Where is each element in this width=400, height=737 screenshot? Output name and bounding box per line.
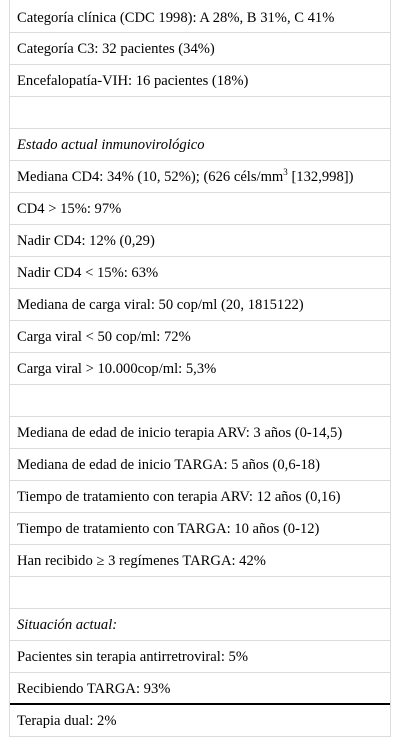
table-row-median-cd4	[10, 161, 390, 193]
table-row-cd4-over-15	[10, 193, 390, 225]
data-table	[9, 0, 391, 737]
cell-text: Mediana de carga viral: 50 cop/ml (20, 1815122)	[17, 297, 304, 313]
cell-text: Encefalopatía-VIH: 16 pacientes (18%)	[17, 73, 249, 89]
cell-text: Categoría clínica (CDC 1998): A 28%, B 31%, C 41%	[17, 10, 335, 26]
cell-text: [132,998])	[287, 169, 354, 185]
section-heading-immunovirological	[10, 129, 390, 161]
cell-text: Terapia dual: 2%	[17, 713, 117, 729]
table-row-nadir-cd4-under-15	[10, 257, 390, 289]
cell-text: Mediana CD4: 34% (10, 52%); (626 céls/mm	[17, 169, 284, 185]
cell-text: Mediana de edad de inicio terapia ARV: 3 años (0-14,5)	[17, 425, 343, 441]
cell-text: Recibiendo TARGA: 93%	[17, 681, 171, 697]
table-row-receiving-targa	[10, 673, 390, 705]
table-row-encephalopathy	[10, 65, 390, 97]
table-row-median-viral-load	[10, 289, 390, 321]
table-row-viral-load-under-50	[10, 321, 390, 353]
section-heading-current-situation	[10, 609, 390, 641]
cell-text: CD4 > 15%: 97%	[17, 201, 122, 217]
cell-text: Nadir CD4 < 15%: 63%	[17, 265, 159, 281]
table-row-treatment-time-targa	[10, 513, 390, 545]
cell-text: Tiempo de tratamiento con TARGA: 10 años (0-12)	[17, 521, 320, 537]
table-row-nadir-cd4	[10, 225, 390, 257]
cell-text: Carga viral > 10.000cop/ml: 5,3%	[17, 361, 217, 377]
cell-text: Situación actual:	[17, 617, 118, 633]
cell-text: Categoría C3: 32 pacientes (34%)	[17, 41, 215, 57]
table-row-median-age-arv	[10, 417, 390, 449]
cell-text: Mediana de edad de inicio TARGA: 5 años (0,6-18)	[17, 457, 320, 473]
table-row-empty	[10, 97, 390, 129]
cell-text: Tiempo de tratamiento con terapia ARV: 12 años (0,16)	[17, 489, 341, 505]
table-row-no-therapy	[10, 641, 390, 673]
table-row-c3-category	[10, 33, 390, 65]
table-row-empty	[10, 385, 390, 417]
table-row-viral-load-over-10000	[10, 353, 390, 385]
table-row-clinical-category	[10, 0, 390, 33]
table-row-treatment-time-arv	[10, 481, 390, 513]
cell-text: Carga viral < 50 cop/ml: 72%	[17, 329, 191, 345]
superscript: 3	[283, 167, 288, 177]
cell-text: Pacientes sin terapia antirretroviral: 5%	[17, 649, 248, 665]
cell-text: Estado actual inmunovirológico	[17, 137, 205, 153]
table-row-regimens	[10, 545, 390, 577]
table-row-median-age-targa	[10, 449, 390, 481]
cell-text: Han recibido ≥ 3 regímenes TARGA: 42%	[17, 553, 266, 569]
table-row-dual-therapy	[10, 705, 390, 737]
table-row-empty	[10, 577, 390, 609]
cell-text: Nadir CD4: 12% (0,29)	[17, 233, 155, 249]
